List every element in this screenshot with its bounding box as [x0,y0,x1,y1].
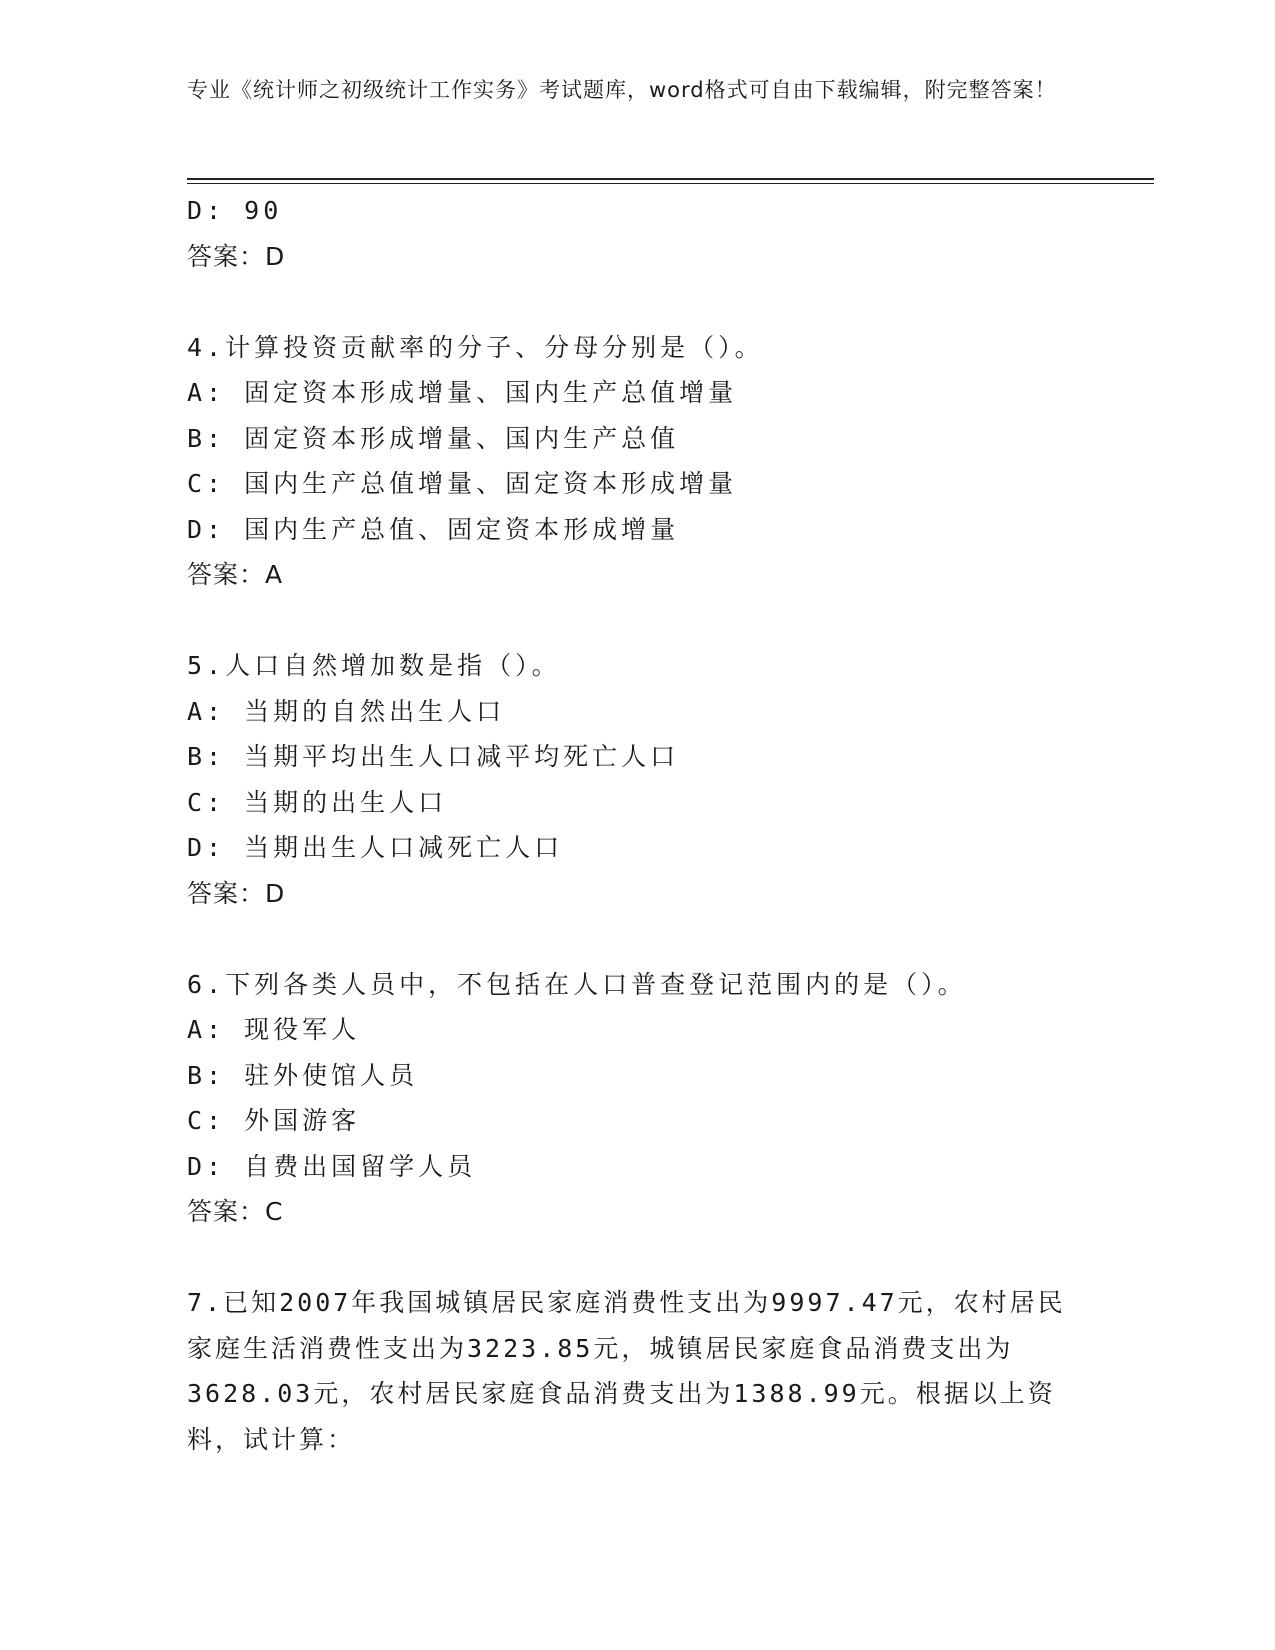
question-list [187,188,1087,1462]
q3-option-d: D: 90 [187,196,283,225]
question-5 [187,643,1087,916]
q5-option-d: D: 当期出生人口减死亡人口 [187,833,564,862]
q5-option-a: A: 当期的自然出生人口 [187,696,506,726]
q6-answer: 答案：C [187,1197,284,1226]
q3-answer: 答案：D [187,241,286,271]
spacer [187,598,1087,644]
q4-question: 4.计算投资贡献率的分子、分母分别是（）。 [187,332,764,362]
q4-option-d: D: 国内生产总值、固定资本形成增量 [187,514,680,544]
q5-answer: 答案：D [187,878,286,908]
q4-option-a: A: 固定资本形成增量、国内生产总值增量 [187,378,738,407]
header-rule-thin [187,183,1154,184]
question-7 [187,1280,1087,1462]
question-6 [187,962,1087,1235]
spacer [187,279,1087,325]
header-rule-thick [187,178,1154,180]
spacer [187,916,1087,962]
q6-option-a: A: 现役军人 [187,1015,361,1044]
q5-question: 5.人口自然增加数是指（）。 [187,651,561,680]
q6-question: 6.下列各类人员中，不包括在人口普查登记范围内的是（）。 [187,969,967,999]
q5-option-c: C: 当期的出生人口 [187,787,448,817]
q4-option-b: B: 固定资本形成增量、国内生产总值 [187,423,680,453]
q6-option-b: B: 驻外使馆人员 [187,1060,419,1090]
spacer [187,1235,1087,1281]
question-3-tail [187,188,1087,279]
question-4 [187,325,1087,598]
q7-question: 7.已知2007年我国城镇居民家庭消费性支出为9997.47元，农村居民家庭生活消费性支出为3223.85元，城镇居民家庭食品消费支出为3628.03元，农村居民家庭食品消费支出为1388.99元。根据以上资料，试计算： [187,1288,1066,1454]
q6-option-d: D: 自费出国留学人员 [187,1151,477,1181]
q5-option-b: B: 当期平均出生人口减平均死亡人口 [187,742,680,771]
q4-option-c: C: 国内生产总值增量、固定资本形成增量 [187,469,738,498]
q6-option-c: C: 外国游客 [187,1106,361,1135]
q4-answer: 答案：A [187,560,284,589]
document-header: 专业《统计师之初级统计工作实务》考试题库，word格式可自由下载编辑，附完整答案！ [187,78,1057,102]
